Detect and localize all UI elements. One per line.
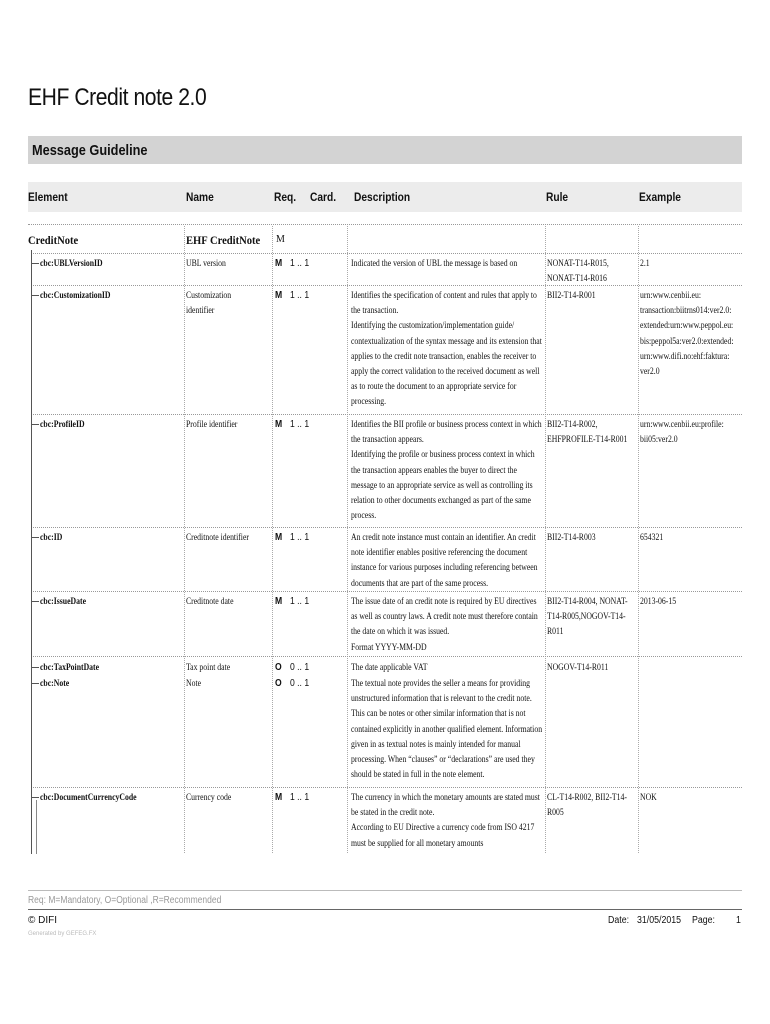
description-line: Indicated the version of UBL the message is based on (351, 258, 518, 268)
description-line: Identifies the specification of content and rules that apply to (351, 290, 537, 300)
description-line: Identifying the profile or business process context in which (351, 449, 535, 460)
description-line: as well as country laws. A credit note must therefore contain (351, 611, 538, 622)
example-line: bii05:ver2.0 (640, 434, 678, 445)
rule-line: R005 (547, 807, 564, 818)
col-header-name: Name (186, 190, 214, 204)
rule-line: CL-T14-R002, BII2-T14- (547, 792, 627, 802)
description-line: should be stated in full in the note element. (351, 769, 485, 780)
tree-branch (31, 424, 39, 425)
element-name: cbc:Note (40, 678, 70, 688)
description-line: the date on which it was issued. (351, 626, 450, 637)
description-line: process. (351, 510, 377, 521)
example-line: 654321 (640, 532, 664, 542)
rule-line: BII2-T14-R003 (547, 532, 596, 542)
description-line: must be supplied for all monetary amounts (351, 837, 484, 848)
example-line: transaction:biitrns014:ver2.0: (640, 305, 732, 316)
rule-line: BII2-T14-R001 (547, 290, 596, 300)
col-header-description: Description (354, 190, 411, 204)
tree-connector (31, 250, 32, 854)
col-header-rule: Rule (546, 190, 569, 204)
card-value: 0 .. 1 (290, 662, 310, 673)
example-line: bis:peppol5a:ver2.0:extended: (640, 335, 734, 346)
rule-line: EHFPROFILE-T14-R001 (547, 434, 628, 445)
page-number: 1 (736, 915, 741, 926)
row-separator (31, 787, 742, 788)
column-guide (184, 226, 185, 853)
element-name: cbc:TaxPointDate (40, 662, 100, 672)
column-guide (272, 226, 273, 853)
footer-top-rule (28, 890, 742, 891)
example-line: extended:urn:www.peppol.eu: (640, 320, 734, 331)
description-line: the transaction appears enables the buyer to direct the (351, 464, 517, 475)
element-name: cbc:DocumentCurrencyCode (40, 792, 137, 802)
element-label: Tax point date (186, 662, 231, 672)
row-separator (31, 285, 742, 286)
row-separator (31, 656, 742, 657)
description-line: The date applicable VAT (351, 662, 428, 672)
element-name: cbc:IssueDate (40, 596, 87, 606)
description-line: contextualization of the syntax message and its extension that (351, 335, 542, 346)
description-line: message to an appropriate service as well as controlling its (351, 479, 533, 490)
row-separator (31, 527, 742, 528)
rule-line: R011 (547, 626, 564, 637)
element-label: Creditnote date (186, 596, 234, 606)
description-line: given in as textual notes is mainly intended for manual (351, 738, 521, 749)
description-line: The currency in which the monetary amounts are stated must (351, 792, 540, 802)
card-value: 1 .. 1 (290, 596, 310, 607)
footer-rule (28, 909, 742, 910)
row-separator (31, 253, 742, 254)
element-label: UBL version (186, 258, 226, 268)
col-header-card: Card. (310, 190, 337, 204)
rule-line: NONAT-T14-R015, (547, 258, 609, 268)
description-line: Identifying the customization/implementation guide/ (351, 320, 515, 331)
req-value: O (275, 678, 282, 689)
element-name: cbc:UBLVersionID (40, 258, 103, 268)
copyright: © DIFI (28, 915, 58, 926)
description-line: contained explicitly in another qualified element. Information (351, 723, 543, 734)
description-line: applies to the credit note transaction, enables the receiver to (351, 350, 537, 361)
tree-branch (31, 683, 39, 684)
root-element: CreditNote (28, 233, 79, 247)
generator-note: Generated by GEFEG.FX (28, 931, 97, 937)
example-line: NOK (640, 792, 657, 802)
tree-branch (31, 601, 39, 602)
date-value: 31/05/2015 (637, 915, 682, 926)
description-line: as to route the document to an appropriate service for (351, 381, 517, 392)
section-band (28, 136, 742, 164)
document-title: EHF Credit note 2.0 (28, 84, 207, 111)
element-name: cbc:ProfileID (40, 419, 85, 429)
tree-branch (31, 295, 39, 296)
card-value: 1 .. 1 (290, 419, 310, 430)
element-label: Creditnote identifier (186, 532, 249, 542)
description-line: note identifier enables positive referencing the document (351, 547, 528, 558)
rule-line: NONAT-T14-R016 (547, 273, 607, 284)
page-label: Page: (692, 915, 716, 926)
req-value: O (275, 662, 282, 673)
col-header-req: Req. (274, 190, 297, 204)
example-line: ver2.0 (640, 366, 660, 376)
card-value: 1 .. 1 (290, 290, 310, 301)
req-value: M (275, 532, 283, 543)
example-line: urn:www.cenbii.eu:profile: (640, 419, 724, 429)
column-guide (347, 226, 348, 853)
element-label: identifier (186, 305, 215, 316)
description-line: Identifies the BII profile or business process context in which (351, 419, 542, 429)
rule-line: NOGOV-T14-R011 (547, 662, 609, 672)
section-title: Message Guideline (32, 142, 148, 159)
rule-line: BII2-T14-R004, NONAT- (547, 596, 628, 606)
date-label: Date: (608, 915, 630, 926)
example-line: urn:www.difi.no:ehf:faktura: (640, 350, 730, 361)
card-value: 0 .. 1 (290, 678, 310, 689)
description-line: processing. (351, 396, 387, 407)
description-line: apply the correct validation to the received document as well (351, 366, 540, 376)
req-value: M (275, 290, 283, 301)
col-header-example: Example (639, 190, 681, 204)
req-value: M (275, 596, 283, 607)
tree-branch (31, 263, 39, 264)
element-label: Profile identifier (186, 419, 238, 429)
element-label: Currency code (186, 792, 232, 802)
description-line: the transaction. (351, 305, 399, 316)
rule-line: BII2-T14-R002, (547, 419, 598, 429)
root-req: M (276, 234, 285, 245)
card-value: 1 .. 1 (290, 792, 310, 803)
element-name: cbc:ID (40, 532, 63, 542)
card-value: 1 .. 1 (290, 258, 310, 269)
column-guide (638, 226, 639, 853)
description-line: According to EU Directive a currency code from ISO 4217 (351, 822, 535, 833)
header-separator (28, 224, 742, 225)
row-separator (31, 414, 742, 415)
description-line: unstructured information that is relevant to the credit note. (351, 693, 532, 704)
req-legend: Req: M=Mandatory, O=Optional ,R=Recommended (28, 895, 222, 906)
tree-connector (36, 800, 37, 854)
rule-line: T14-R005,NOGOV-T14- (547, 611, 626, 622)
column-guide (545, 226, 546, 853)
example-line: 2.1 (640, 258, 650, 268)
element-label: Customization (186, 290, 232, 300)
description-line: documents that are part of the same process. (351, 577, 489, 588)
tree-branch (31, 537, 39, 538)
root-name: EHF CreditNote (186, 233, 261, 247)
description-line: The textual note provides the seller a means for providing (351, 678, 531, 688)
row-separator (31, 591, 742, 592)
description-line: the transaction appears. (351, 434, 424, 445)
element-label: Note (186, 678, 202, 688)
description-line: Format YYYY-MM-DD (351, 641, 427, 652)
description-line: processing. When “clauses” or “declarations” are used they (351, 754, 535, 764)
description-line: instance for various purposes including referencing between (351, 562, 538, 573)
description-line: This can be notes or other similar information that is not (351, 708, 526, 719)
req-value: M (275, 258, 283, 269)
description-line: An credit note instance must contain an identifier. An credit (351, 532, 536, 542)
description-line: relation to other documents exchanged as part of the same (351, 495, 531, 505)
table-header (28, 182, 742, 212)
element-name: cbc:CustomizationID (40, 290, 111, 300)
card-value: 1 .. 1 (290, 532, 310, 543)
description-line: The issue date of an credit note is required by EU directives (351, 596, 537, 606)
tree-branch (31, 667, 39, 668)
req-value: M (275, 419, 283, 430)
req-value: M (275, 792, 283, 803)
example-line: 2013-06-15 (640, 596, 677, 606)
example-line: urn:www.cenbii.eu: (640, 290, 701, 300)
tree-branch (31, 797, 39, 798)
description-line: be stated in the credit note. (351, 807, 435, 818)
col-header-element: Element (28, 190, 68, 204)
